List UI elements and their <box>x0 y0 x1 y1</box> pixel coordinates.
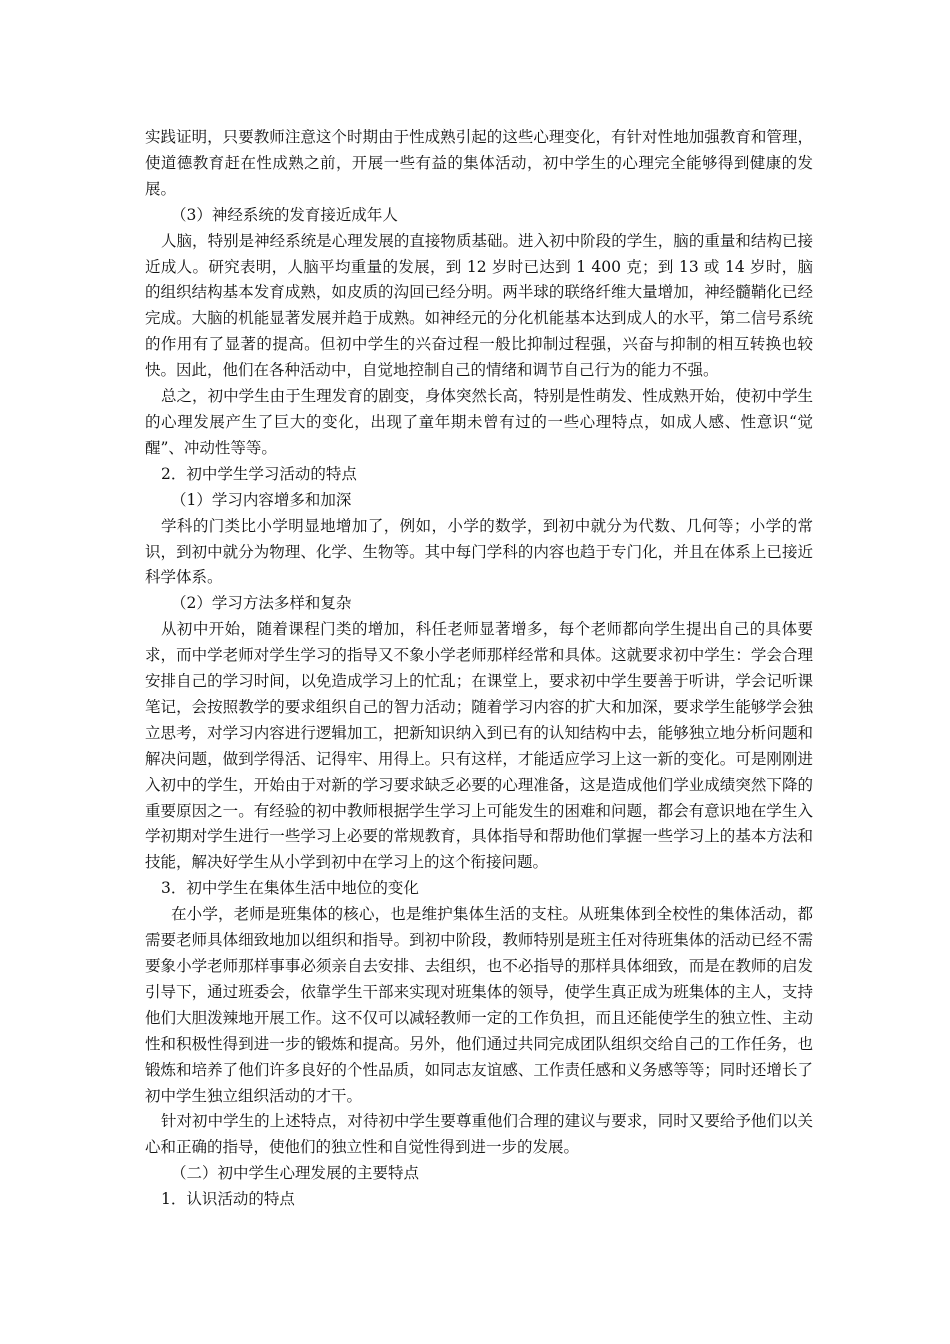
paragraph: 学科的门类比小学明显地增加了，例如，小学的数学，到初中就分为代数、几何等；小学的常识，到初中就分为物理、化学、生物等。其中每门学科的内容也趋于专门化，并且在体系上已接近科学体系。 <box>145 516 813 587</box>
section-heading: 2．初中学生学习活动的特点 <box>161 464 357 483</box>
paragraph: 实践证明，只要教师注意这个时期由于性成熟引起的这些心理变化，有针对性地加强教育和管理，使道德教育赶在性成熟之前，开展一些有益的集体活动，初中学生的心理完全能够得到健康的发展。 <box>145 128 813 198</box>
section-heading: 3．初中学生在集体生活中地位的变化 <box>161 879 419 898</box>
subheading: （3）神经系统的发育接近成年人 <box>171 205 398 224</box>
paragraph: 从初中开始，随着课程门类的增加，科任老师显著增多，每个老师都向学生提出自己的具体要求，而中学老师对学生学习的指导又不象小学老师那样经常和具体。这就要求初中学生：学会合理安排自己的学习时间，以免造成学习上的忙乱；在课堂上，要求初中学生要善于听讲，学会记听课笔记，会按照教学的要求组织自己的智力活动；随着学习内容的扩大和加深，要求学生能够学会独立思考，对学习内容进行逻辑加工，把新知识纳入到已有的认知结构中去，能够独立地分析问题和解决问题，做到学得活、记得牢、用得上。只有这样，才能适应学习上这一新的变化。可是刚刚进入初中的学生，开始由于对新的学习要求缺乏必要的心理准备，这是造成他们学业成绩突然下降的重要原因之一。有经验的初中教师根据学生学习上可能发生的困难和问题，都会有意识地在学生入学初期对学生进行一些学习上必要的常规教育，具体指导和帮助他们掌握一些学习上的基本方法和技能，解决好学生从小学到初中在学习上的这个衔接问题。 <box>145 620 813 872</box>
subheading: （1）学习内容增多和加深 <box>171 490 352 509</box>
paragraph: 人脑，特别是神经系统是心理发展的直接物质基础。进入初中阶段的学生，脑的重量和结构已接近成人。研究表明，人脑平均重量的发展，到 12 岁时已达到 1 400 克；到 13 或 14 岁时，脑的组织结构基本发育成熟，如皮质的沟回已经分明。两半球的联络纤维大量增加，神经髓鞘化已经完成。大脑的机能显著发展并趋于成熟。如神经元的分化机能基本达到成人的水平，第二信号系统的作用有了显著的提高。但初中学生的兴奋过程一般比抑制过程强，兴奋与抑制的相互转换也较快。因此，他们在各种活动中，自觉地控制自己的情绪和调节自己行为的能力不强。 <box>145 231 813 380</box>
document-body <box>145 125 813 1213</box>
paragraph: 针对初中学生的上述特点，对待初中学生要尊重他们合理的建议与要求，同时又要给予他们以关心和正确的指导，使他们的独立性和自觉性得到进一步的发展。 <box>145 1112 813 1157</box>
paragraph: 在小学，老师是班集体的核心，也是维护集体生活的支柱。从班集体到全校性的集体活动，都需要老师具体细致地加以组织和指导。到初中阶段，教师特别是班主任对待班集体的活动已经不需要象小学老师那样事事必须亲自去安排、去组织，也不必指导的那样具体细致，而是在教师的启发引导下，通过班委会，依靠学生干部来实现对班集体的领导，使学生真正成为班集体的主人，支持他们大胆泼辣地开展工作。这不仅可以减轻教师一定的工作负担，而且还能使学生的独立性、主动性和积极性得到进一步的锻炼和提高。另外，他们通过共同完成团队组织交给自己的工作任务，也锻炼和培养了他们许多良好的个性品质，如同志友谊感、工作责任感和义务感等等；同时还增长了初中学生独立组织活动的才干。 <box>145 905 813 1105</box>
paragraph: 总之，初中学生由于生理发育的剧变，身体突然长高，特别是性萌发、性成熟开始，使初中学生的心理发展产生了巨大的变化，出现了童年期未曾有过的一些心理特点，如成人感、性意识“觉醒”、冲动性等等。 <box>145 387 813 457</box>
subheading: （2）学习方法多样和复杂 <box>171 594 352 613</box>
section-heading: 1．认识活动的特点 <box>161 1190 295 1209</box>
subheading: （二）初中学生心理发展的主要特点 <box>171 1164 420 1183</box>
